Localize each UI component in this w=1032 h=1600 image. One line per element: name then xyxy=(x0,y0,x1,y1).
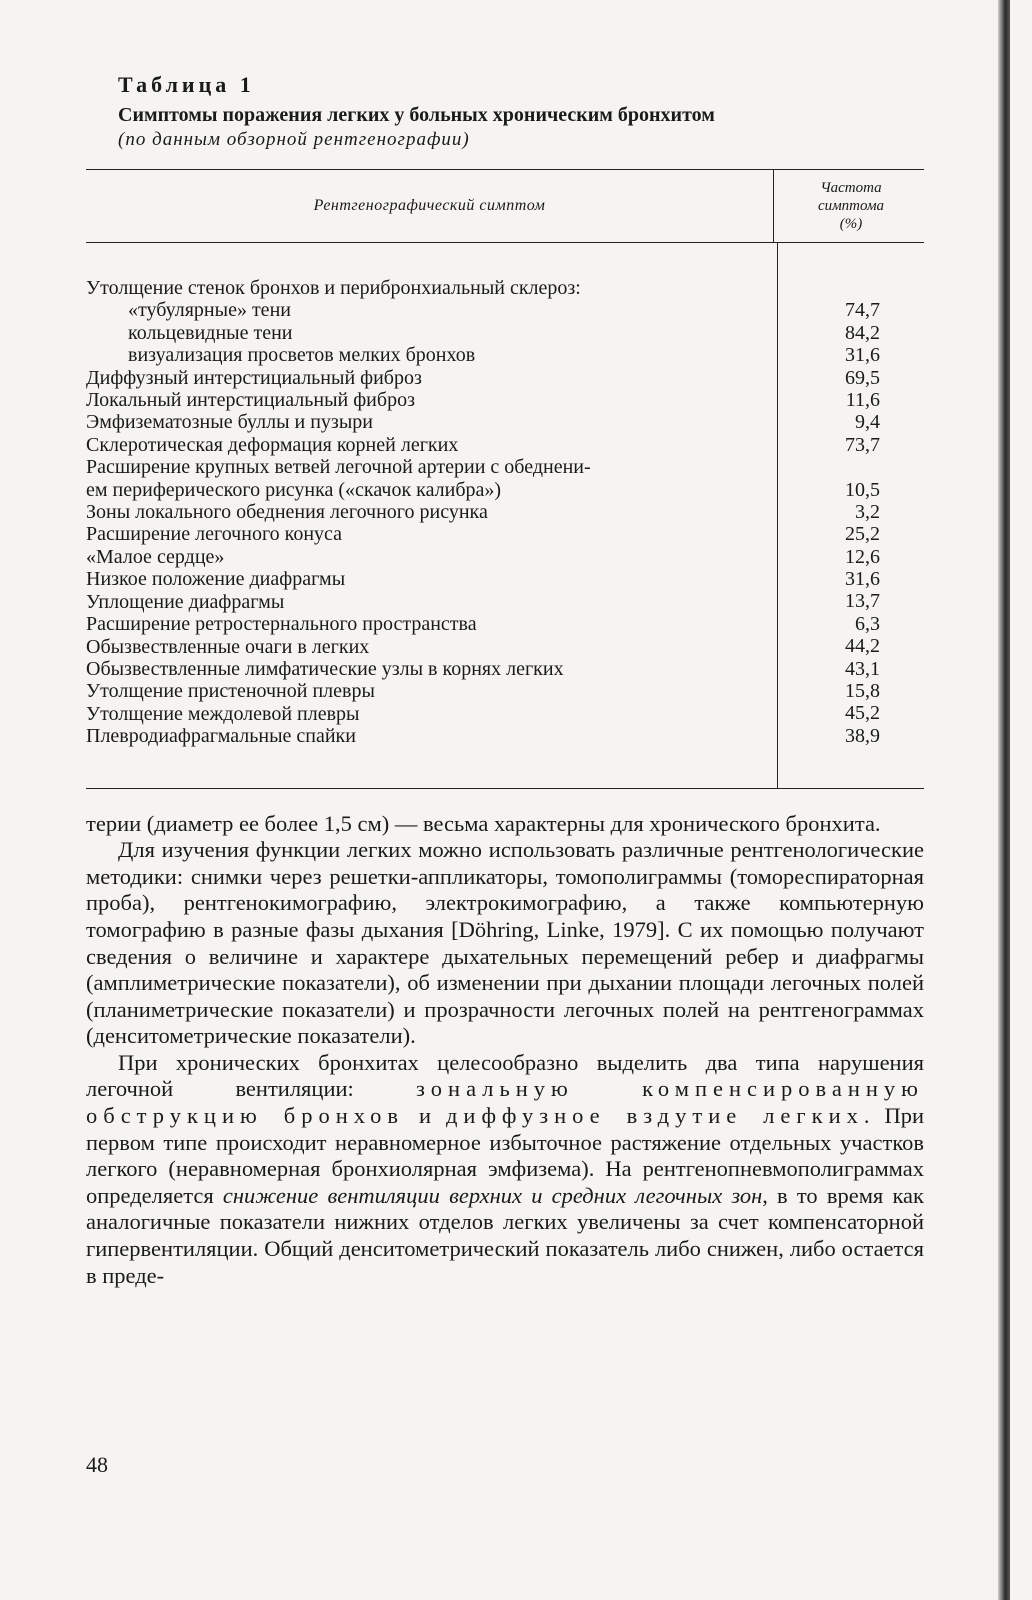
header-frequency-line2: симптома xyxy=(817,198,885,214)
paragraph-3-part-d: , в то время как аналогичные показатели нижних отделов легких увеличены за счет компенсаторной гипервентиляции. Общий денситометрический показатель либо снижен, либо остается в преде- xyxy=(86,1182,924,1288)
table-row: ем периферического рисунка («скачок калибра») xyxy=(86,478,502,501)
paragraph-3-part-a: При хронических бронхитах целесообразно выделить два типа нарушения легочной вентиляции: xyxy=(86,1049,924,1102)
frequency-value: 43,1 xyxy=(845,657,880,680)
frequency-value: 74,7 xyxy=(845,299,880,322)
frequency-value: 31,6 xyxy=(845,344,880,367)
frequency-value: 69,5 xyxy=(845,366,880,389)
header-symptom: Рентгенографический симптом xyxy=(86,170,774,242)
header-frequency-line3: (%) xyxy=(839,216,863,232)
table-row: Зоны локального обеднения легочного рисунка xyxy=(86,501,488,524)
frequency-value: 6,3 xyxy=(855,612,880,635)
table-row: «тубулярные» тени xyxy=(128,299,291,322)
frequency-value xyxy=(778,456,880,478)
table-row: Склеротическая деформация корней легких xyxy=(86,433,459,456)
symptom-column xyxy=(86,243,778,788)
header-frequency-line1: Частота xyxy=(820,180,882,196)
page-content xyxy=(86,72,924,1289)
frequency-value: 45,2 xyxy=(845,702,880,725)
table-row: Плевродиафрагмальные спайки xyxy=(86,725,356,748)
page-number: 48 xyxy=(86,1452,108,1477)
frequency-value: 12,6 xyxy=(845,545,880,568)
paragraph-3-part-c: . При первом типе происходит неравномерное избыточное растяжение отдельных участков легкого (неравномерная бронхиолярная эмфизема). На рентгенопневмополиграммах определяется xyxy=(86,1103,924,1208)
table-header xyxy=(86,170,924,243)
spaced-term-2: диффузное вздутие легких xyxy=(445,1103,864,1129)
table-row: Обызвествленные лимфатические узлы в корнях легких xyxy=(86,657,564,680)
table-row: Диффузный интерстициальный фиброз xyxy=(86,366,422,389)
frequency-value: 25,2 xyxy=(845,523,880,546)
table-row: Расширение крупных ветвей легочной артерии с обеднени- xyxy=(86,456,591,479)
table-label: Таблица 1 xyxy=(118,72,255,97)
frequency-value: 9,4 xyxy=(855,411,880,434)
table-row: визуализация просветов мелких бронхов xyxy=(128,344,476,367)
frequency-value: 31,6 xyxy=(845,568,880,591)
table-row: Эмфизематозные буллы и пузыри xyxy=(86,411,373,434)
paragraph-3 xyxy=(86,1050,924,1289)
table-row: Утолщение междолевой плевры xyxy=(86,702,360,725)
frequency-value: 11,6 xyxy=(845,388,880,411)
table-row: Расширение ретростернального пространства xyxy=(86,613,477,636)
frequency-value xyxy=(778,277,880,299)
frequency-value: 73,7 xyxy=(845,433,880,456)
frequency-value: 15,8 xyxy=(845,680,880,703)
table-row: Утолщение стенок бронхов и перибронхиальный склероз: xyxy=(86,277,581,299)
paragraph-1: терии (диаметр ее более 1,5 см) — весьма характерны для хронического бронхита. xyxy=(86,810,881,836)
symptoms-table xyxy=(86,169,924,789)
table-row: «Малое сердце» xyxy=(86,545,225,568)
frequency-value: 3,2 xyxy=(855,500,880,523)
frequency-value: 44,2 xyxy=(845,635,880,658)
body-text xyxy=(86,811,924,1290)
table-row: Локальный интерстициальный фиброз xyxy=(86,389,415,412)
frequency-value: 10,5 xyxy=(845,478,880,501)
frequency-column xyxy=(778,277,924,748)
table-subtitle: (по данным обзорной рентгенографии) xyxy=(118,129,470,150)
frequency-value: 13,7 xyxy=(845,590,880,613)
table-row: Обызвествленные очаги в легких xyxy=(86,635,370,658)
italic-phrase: снижение вентиляции верхних и средних легочных зон xyxy=(222,1182,763,1208)
header-frequency xyxy=(774,170,924,242)
frequency-value: 84,2 xyxy=(845,321,880,344)
spaced-term-1: зональную компенсированную обструкцию бронхов xyxy=(86,1076,924,1129)
frequency-value: 38,9 xyxy=(845,724,880,747)
table-row: Утолщение пристеночной плевры xyxy=(86,680,375,703)
table-row: Уплощение диафрагмы xyxy=(86,590,285,613)
paragraph-3-part-b: и xyxy=(404,1103,446,1129)
book-binding-shadow xyxy=(998,0,1010,1600)
table-row: Низкое положение диафрагмы xyxy=(86,568,346,591)
table-row: кольцевидные тени xyxy=(128,321,293,344)
table-title: Симптомы поражения легких у больных хроническим бронхитом xyxy=(118,104,715,126)
table-row: Расширение легочного конуса xyxy=(86,523,343,546)
table-body xyxy=(86,243,924,788)
paragraph-2: Для изучения функции легких можно использовать различные рентгенологические методики: снимки через решетки-аппликаторы, томополиграммы (томореспираторная проба), рентгенокимографию, электрокимографию, а также компьютерную томографию в разные фазы дыхания [Döhring, Linke, 1979]. С их помощью получают сведения о величине и характере дыхательных перемещений ребер и диафрагмы (амплиметрические показатели), об изменении при дыхании площади легочных полей (планиметрические показатели) и прозрачности легочных полей на рентгенограммах (денситометрические показатели). xyxy=(86,837,924,1049)
